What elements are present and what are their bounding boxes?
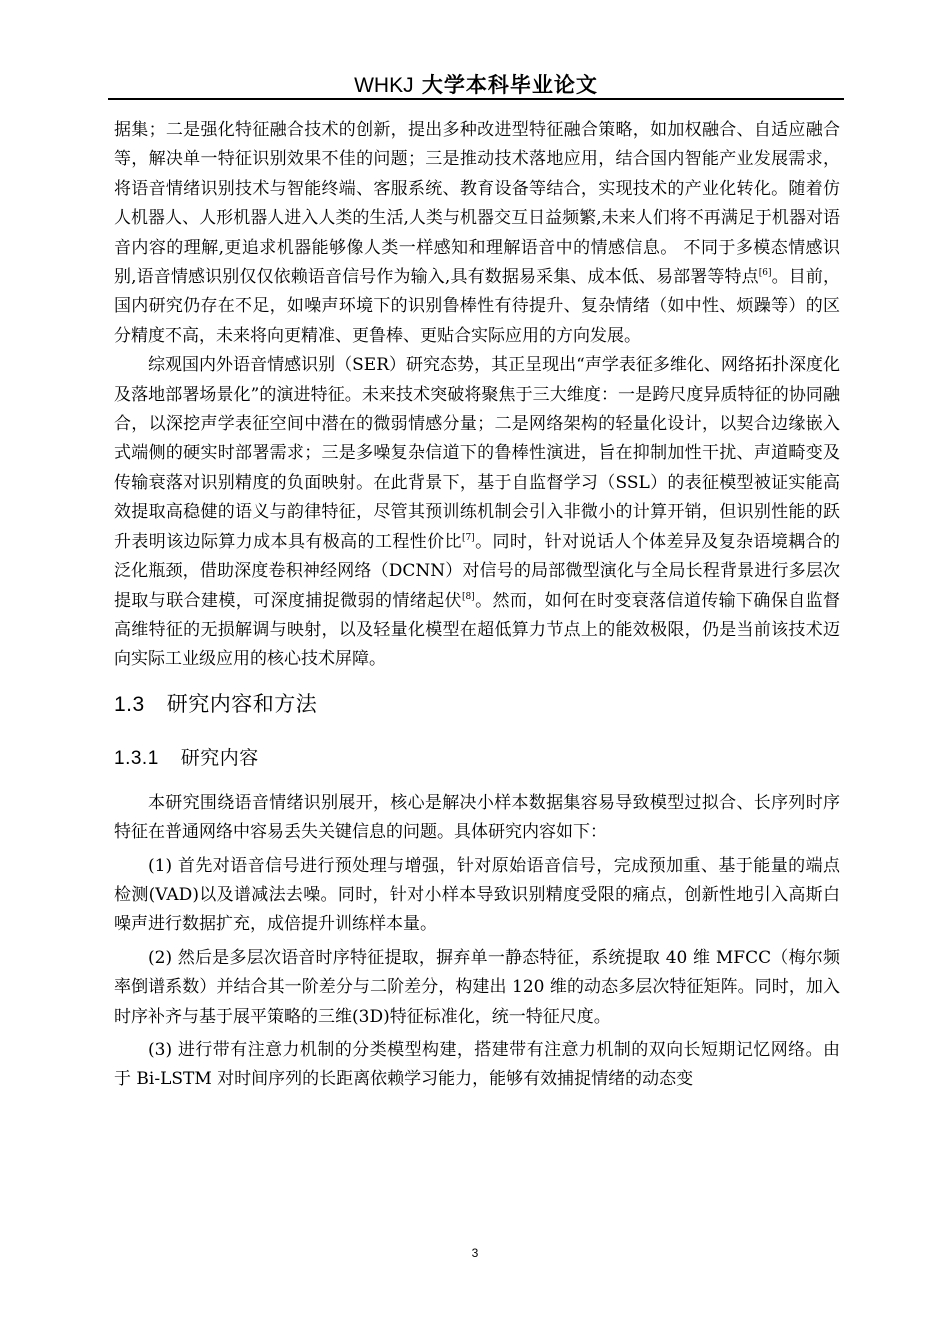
page-number: 3 [471,1246,479,1260]
section-title: 研究内容和方法 [166,691,318,716]
subsection-number: 1.3.1 [114,747,159,769]
header-title: 大学本科毕业论文 [421,73,598,97]
paragraph-2-text-c: 。然而，如何在时变衰落信道传输下确保自监督高维特征的无损解调与映射，以及轻量化模型在超低算力节点上的能效极限，仍是当前该技术迈向实际工业级应用的核心技术屏障。 [114,590,841,670]
paragraph-1-tail: 。目前，国内研究仍存在不足，如噪声环境下的识别鲁棒性有待提升、复杂情绪（如中性、烦躁等）的区分精度不高，未来将向更精准、更鲁棒、更贴合实际应用的方向发展。 [114,267,841,346]
header-latin: WHKJ [354,74,414,97]
list-item-2: (2) 然后是多层次语音时序特征提取，摒弃单一静态特征，系统提取 40 维 MFCC（梅尔频率倒谱系数）并结合其一阶差分与二阶差分，构建出 120 维的动态多层次特征矩阵。同时，加入时序补齐与基于展平策略的三维(3D)特征标准化，统一特征尺度。 [114,947,840,1027]
paragraph-1 [114,116,840,351]
paragraph-2-text-a: 综观国内外语音情感识别（SER）研究态势，其正呈现出“声学表征多维化、网络拓扑深度化及落地部署场景化”的演进特征。未来技术突破将聚焦于三大维度：一是跨尺度异质特征的协同融合，以深挖声学表征空间中潜在的微弱情感分量；二是网络架构的轻量化设计，以契合边缘嵌入式端侧的硬实时部署需求；三是多噪复杂信道下的鲁棒性演进，旨在抑制加性干扰、声道畸变及传输衰落对识别精度的负面映射。在此背景下，基于自监督学习（SSL）的表征模型被证实能高效提取高稳健的语义与韵律特征，尽管其预训练机制会引入非微小的计算开销，但识别性能的跃升表明该边际算力成本具有极高的工程性价比 [114,355,840,552]
paragraph-1-text: 据集；二是强化特征融合技术的创新，提出多种改进型特征融合策略，如加权融合、自适应融合等，解决单一特征识别效果不佳的问题；三是推动技术落地应用，结合国内智能产业发展需求，将语音情绪识别技术与智能终端、客服系统、教育设备等结合，实现技术的产业化转化。随着仿人机器人、人形机器人进入人类的生活,人类与机器交互日益频繁,未来人们将不再满足于机器对语音内容的理解,更追求机器能够像人类一样感知和理解语音中的情感信息。 不同于多模态情感识别,语音情感识别仅仅依赖语音信号作为输入,具有数据易采集、成本低、易部署等特点 [114,120,840,288]
paragraph-3: 本研究围绕语音情绪识别展开，核心是解决小样本数据集容易导致模型过拟合、长序列时序特征在普通网络中容易丢失关键信息的问题。具体研究内容如下： [114,792,840,843]
subsection-title: 研究内容 [180,746,259,769]
paragraph-2-text-b: 。同时，针对说话人个体差异及复杂语境耦合的泛化瓶颈，借助深度卷积神经网络（DCNN）对信号的局部微型演化与全局长程背景进行多层次提取与联合建模，可深度捕捉微弱的情绪起伏 [114,531,841,611]
page-body [114,116,840,1095]
citation-6: [6] [758,268,772,279]
section-heading [114,689,840,720]
citation-7: [7] [461,532,475,543]
section-number: 1.3 [114,692,145,716]
subsection-heading [114,744,840,773]
citation-8: [8] [461,591,475,602]
page-header [108,72,844,99]
header-rule [108,98,844,100]
list-item-1: (1) 首先对语音信号进行预处理与增强，针对原始语音信号，完成预加重、基于能量的端点检测(VAD)以及谱减法去噪。同时，针对小样本导致识别精度受限的痛点，创新性地引入高斯白噪声进行数据扩充，成倍提升训练样本量。 [114,855,840,935]
paragraph-2 [114,351,840,674]
list-item-3: (3) 进行带有注意力机制的分类模型构建，搭建带有注意力机制的双向长短期记忆网络。由于 Bi-LSTM 对时间序列的长距离依赖学习能力，能够有效捕捉情绪的动态变 [114,1039,840,1090]
